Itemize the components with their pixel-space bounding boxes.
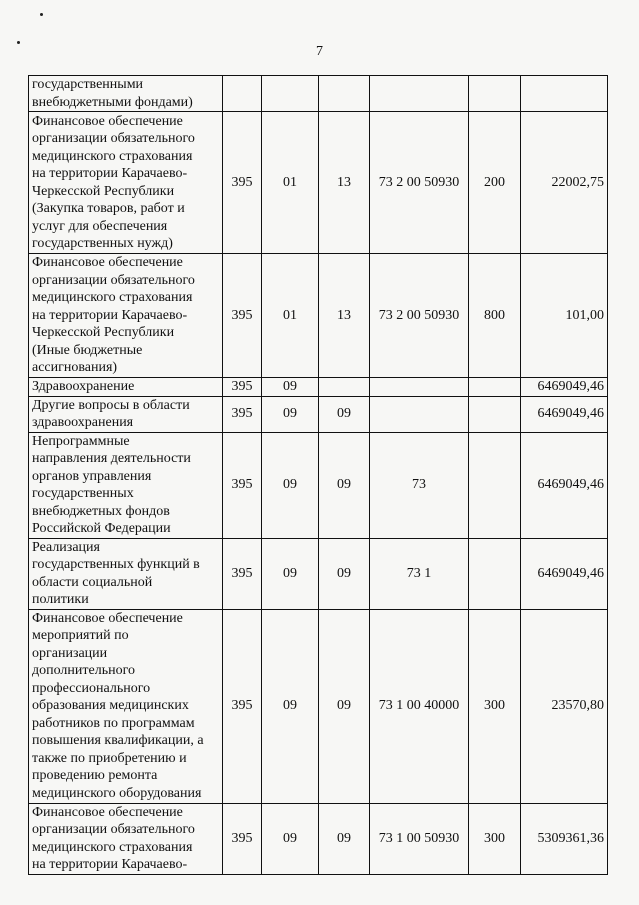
ministry-code-cell: 395 [223, 609, 262, 803]
scan-speck [40, 13, 43, 16]
target-article-cell: 73 2 00 50930 [370, 254, 469, 378]
expense-type-cell [469, 378, 521, 397]
row-name-cell: Финансовое обеспечение мероприятий по организации дополнительного профессионального образования медицинских работников по программам повышения квалификации, а также по приобретению и проведению ремонта медицинского оборудования [29, 609, 223, 803]
amount-cell: 6469049,46 [521, 538, 608, 609]
ministry-code-cell: 395 [223, 432, 262, 538]
expense-type-cell [469, 396, 521, 432]
subsection-code-cell: 09 [319, 609, 370, 803]
expense-type-cell: 300 [469, 609, 521, 803]
table-row [29, 76, 608, 112]
target-article-cell: 73 1 00 50930 [370, 803, 469, 874]
target-article-cell: 73 [370, 432, 469, 538]
section-code-cell [262, 76, 319, 112]
amount-cell: 6469049,46 [521, 378, 608, 397]
table-row [29, 254, 608, 378]
ministry-code-cell: 395 [223, 803, 262, 874]
expense-type-cell: 300 [469, 803, 521, 874]
ministry-code-cell: 395 [223, 254, 262, 378]
table-row [29, 396, 608, 432]
target-article-cell [370, 396, 469, 432]
subsection-code-cell: 09 [319, 432, 370, 538]
amount-cell [521, 76, 608, 112]
table-row [29, 803, 608, 874]
expense-type-cell: 800 [469, 254, 521, 378]
row-name-cell: Финансовое обеспечение организации обязательного медицинского страхования на территории Карачаево- Черкесской Республики (Иные бюджетные ассигнования) [29, 254, 223, 378]
target-article-cell: 73 2 00 50930 [370, 112, 469, 254]
subsection-code-cell: 09 [319, 396, 370, 432]
row-name-cell: Финансовое обеспечение организации обязательного медицинского страхования на территории Карачаево- [29, 803, 223, 874]
ministry-code-cell: 395 [223, 396, 262, 432]
ministry-code-cell: 395 [223, 378, 262, 397]
amount-cell: 101,00 [521, 254, 608, 378]
subsection-code-cell: 09 [319, 803, 370, 874]
row-name-cell: Непрограммные направления деятельности органов управления государственных внебюджетных фондов Российской Федерации [29, 432, 223, 538]
section-code-cell: 09 [262, 378, 319, 397]
section-code-cell: 01 [262, 254, 319, 378]
expense-type-cell [469, 538, 521, 609]
section-code-cell: 09 [262, 538, 319, 609]
subsection-code-cell [319, 76, 370, 112]
target-article-cell [370, 76, 469, 112]
table-row [29, 378, 608, 397]
subsection-code-cell: 09 [319, 538, 370, 609]
ministry-code-cell: 395 [223, 112, 262, 254]
row-name-cell: Реализация государственных функций в области социальной политики [29, 538, 223, 609]
table-row [29, 432, 608, 538]
expense-type-cell [469, 432, 521, 538]
subsection-code-cell [319, 378, 370, 397]
table-row [29, 112, 608, 254]
ministry-code-cell: 395 [223, 538, 262, 609]
ministry-code-cell [223, 76, 262, 112]
table-row [29, 538, 608, 609]
section-code-cell: 09 [262, 803, 319, 874]
amount-cell: 23570,80 [521, 609, 608, 803]
subsection-code-cell: 13 [319, 254, 370, 378]
row-name-cell: Здравоохранение [29, 378, 223, 397]
subsection-code-cell: 13 [319, 112, 370, 254]
section-code-cell: 09 [262, 609, 319, 803]
target-article-cell: 73 1 00 40000 [370, 609, 469, 803]
table-row [29, 609, 608, 803]
row-name-cell: государственными внебюджетными фондами) [29, 76, 223, 112]
section-code-cell: 01 [262, 112, 319, 254]
target-article-cell [370, 378, 469, 397]
budget-table [28, 75, 608, 875]
target-article-cell: 73 1 [370, 538, 469, 609]
row-name-cell: Другие вопросы в области здравоохранения [29, 396, 223, 432]
page-number: 7 [316, 44, 323, 59]
row-name-cell: Финансовое обеспечение организации обязательного медицинского страхования на территории Карачаево- Черкесской Республики (Закупка товаров, работ и услуг для обеспечения государственных нужд) [29, 112, 223, 254]
section-code-cell: 09 [262, 396, 319, 432]
expense-type-cell [469, 76, 521, 112]
amount-cell: 6469049,46 [521, 396, 608, 432]
amount-cell: 5309361,36 [521, 803, 608, 874]
section-code-cell: 09 [262, 432, 319, 538]
amount-cell: 22002,75 [521, 112, 608, 254]
expense-type-cell: 200 [469, 112, 521, 254]
amount-cell: 6469049,46 [521, 432, 608, 538]
